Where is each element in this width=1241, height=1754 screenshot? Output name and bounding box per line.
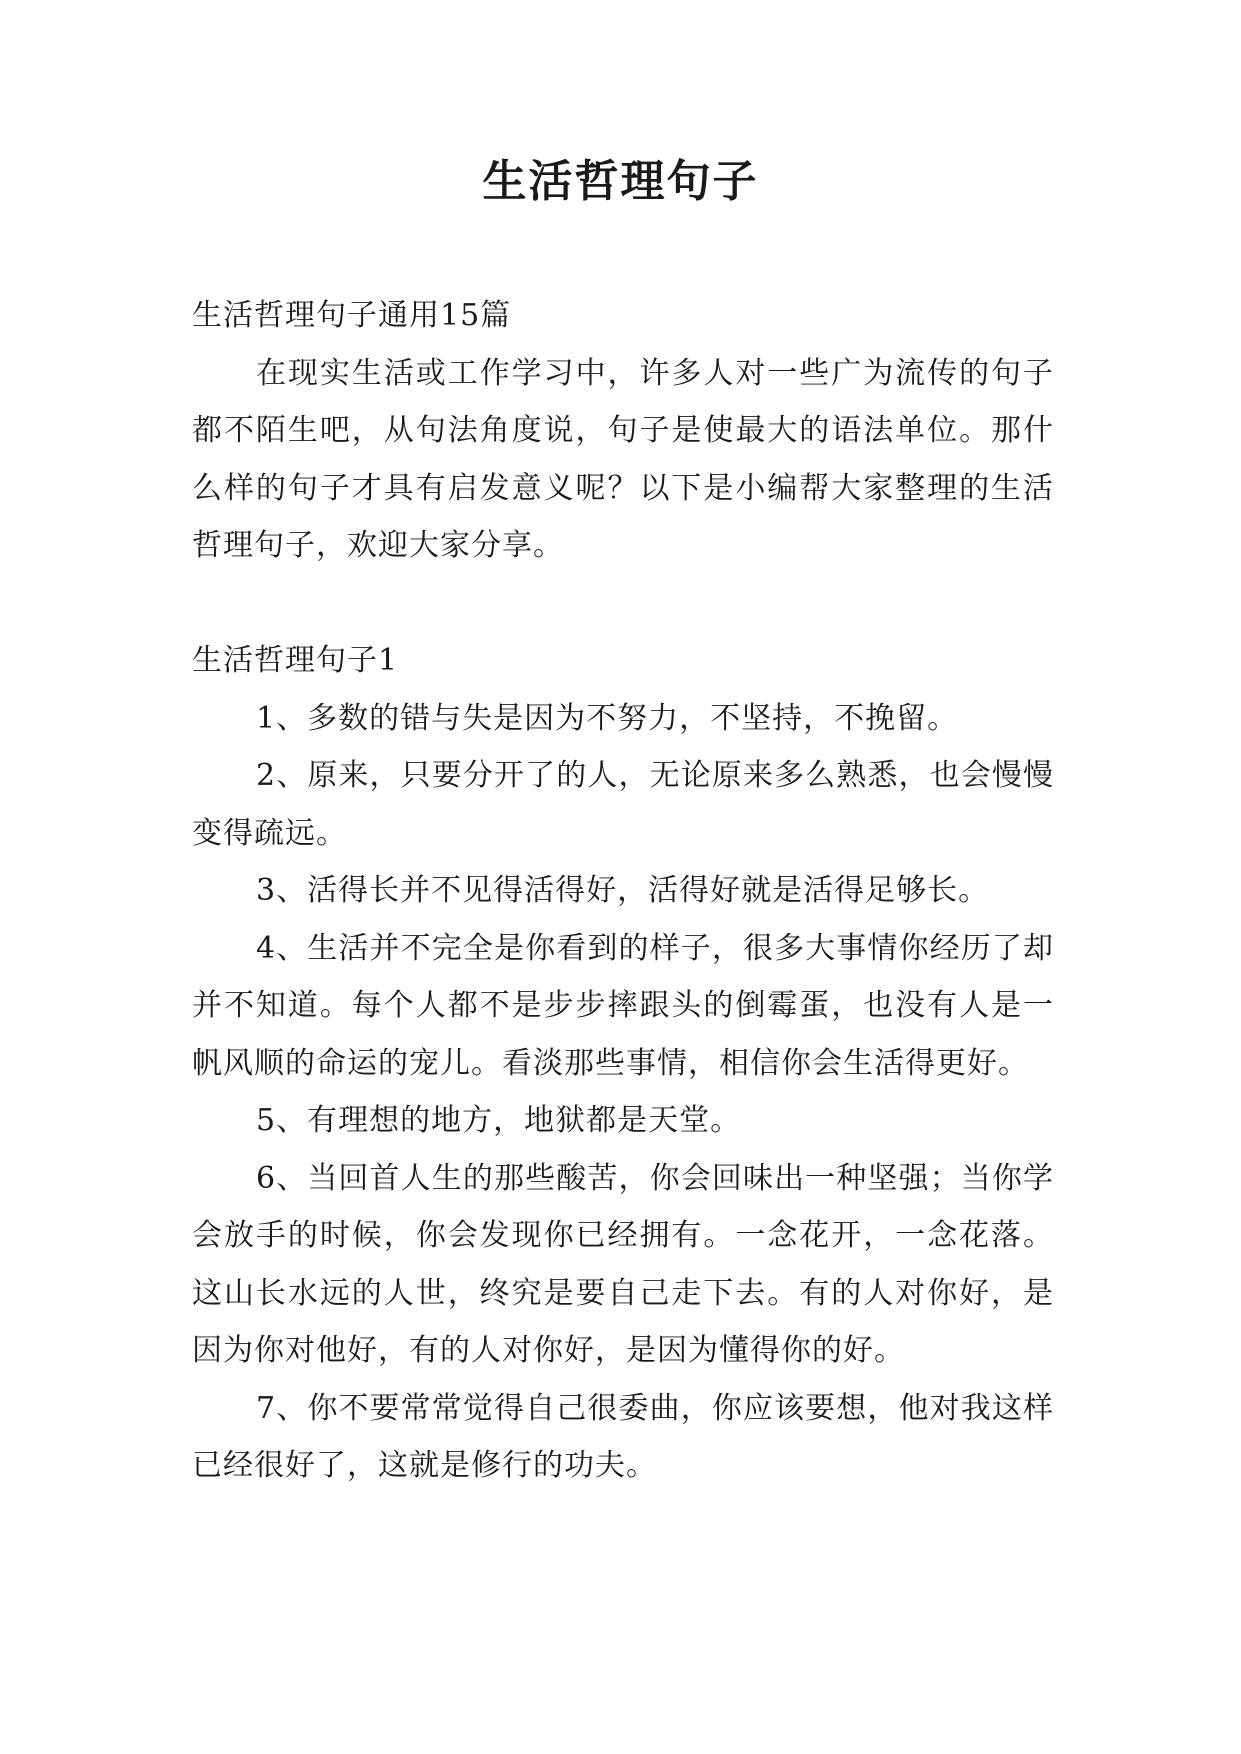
list-item: 1、多数的错与失是因为不努力，不坚持，不挽留。	[256, 700, 959, 736]
list-item: 6、当回首人生的那些酸苦，你会回味出一种坚强；当你学会放手的时候，你会发现你已经拥有。一念花开，一念花落。这山长水远的人世，终究是要自己走下去。有的人对你好，是因为你对他好，有的人对你好，是因为懂得你的好。	[192, 1160, 1054, 1368]
intro-paragraph: 在现实生活或工作学习中，许多人对一些广为流传的句子都不陌生吧，从句法角度说，句子是使最大的语法单位。那什么样的句子才具有启发意义呢？以下是小编帮大家整理的生活哲理句子，欢迎大家分享。	[192, 355, 1054, 563]
document-title: 生活哲理句子	[482, 156, 759, 207]
list-item: 4、生活并不完全是你看到的样子，很多大事情你经历了却并不知道。每个人都不是步步摔跟头的倒霉蛋，也没有人是一帆风顺的命运的宠儿。看淡那些事情，相信你会生活得更好。	[192, 930, 1054, 1081]
list-item: 5、有理想的地方，地狱都是天堂。	[256, 1103, 742, 1138]
list-item: 2、原来，只要分开了的人，无论原来多么熟悉，也会慢慢变得疏远。	[192, 758, 1054, 851]
document-body	[192, 287, 1054, 1495]
section-heading: 生活哲理句子1	[192, 643, 399, 678]
list-item: 7、你不要常常觉得自己很委曲，你应该要想，他对我这样已经很好了，这就是修行的功夫。	[192, 1390, 1054, 1483]
list-item: 3、活得长并不见得活得好，活得好就是活得足够长。	[256, 873, 990, 908]
document-subtitle: 生活哲理句子通用15篇	[192, 298, 512, 333]
section-spacer	[192, 575, 1054, 633]
